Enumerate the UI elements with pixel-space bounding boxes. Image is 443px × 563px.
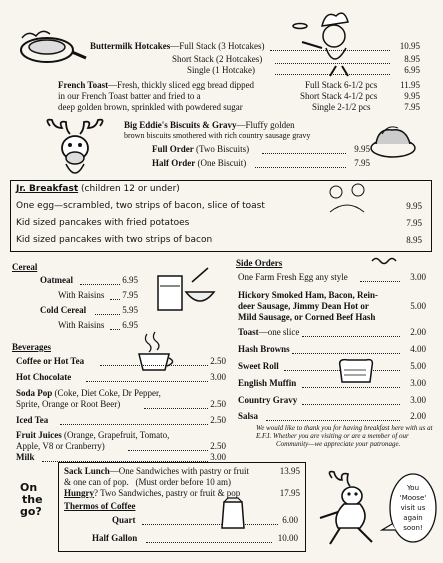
juice-line2: Apple, V8 or Cranberry): [16, 441, 105, 451]
iced-tea-label: Iced Tea: [16, 415, 49, 425]
hotcakes-single-price: 6.95: [404, 65, 420, 75]
thanks-line3: Community—we appreciate your patronage.: [276, 440, 401, 448]
hotcakes-full-label: —Full Stack (3 Hotcakes): [170, 41, 265, 51]
moose-cartoon-illustration: [40, 118, 110, 180]
oatmeal-raisins-price: 7.95: [122, 290, 138, 300]
hot-chocolate-label: Hot Chocolate: [16, 372, 72, 382]
french-toast-short-label: Short Stack 4-1/2 pcs: [300, 91, 378, 101]
milk-label: Milk: [16, 452, 35, 462]
on-the-go-2: the: [22, 493, 43, 506]
biscuits-desc: brown biscuits smothered with rich country sausage gravy: [124, 131, 311, 140]
running-moose-illustration: [312, 470, 392, 550]
quart-price: 6.00: [282, 515, 298, 525]
bubble-line1: You: [406, 484, 420, 492]
french-toast-title: French Toast: [58, 80, 109, 90]
biscuits-half-price: 7.95: [354, 158, 370, 168]
hungry-line: Hungry? Two Sandwiches, pastry or fruit & pop: [64, 488, 241, 498]
juice-price: 2.50: [210, 441, 226, 451]
biscuits-full-price: 9.95: [354, 144, 370, 154]
cold-raisins-label: With Raisins: [58, 320, 105, 330]
jr-breakfast-header: [16, 184, 180, 194]
jr-item-1-label: One egg—scrambled, two strips of bacon, slice of toast: [16, 201, 265, 211]
kids-doodle-illustration: [322, 182, 372, 216]
oatmeal-price: 6.95: [122, 275, 138, 285]
hash-browns-price: 4.00: [410, 344, 426, 354]
meats-line1: Hickory Smoked Ham, Bacon, Rein-: [238, 290, 379, 300]
soda-price: 2.50: [210, 399, 226, 409]
cold-cereal-price: 5.95: [122, 305, 138, 315]
sack-line2: & one can of pop. (Must order before 10 am): [64, 477, 231, 487]
juice-line1: Fruit Juices (Orange, Grapefruit, Tomato,: [16, 430, 170, 440]
skillet-pancakes-illustration: [14, 28, 84, 68]
hotcakes-short-price: 8.95: [404, 54, 420, 64]
hotcakes-full-price: 10.95: [399, 41, 420, 51]
biscuits-header: Big Eddie's Biscuits & Gravy—Fluffy golden: [124, 120, 295, 130]
meats-line2: deer Sausage, Jimmy Dean Hot or: [238, 301, 369, 311]
oatmeal-raisins-label: With Raisins: [58, 290, 105, 300]
bubble-line2: 'Moose': [399, 494, 427, 502]
side-orders-title: Side Orders: [236, 258, 283, 268]
cold-cereal-label: Cold Cereal: [40, 305, 87, 315]
oatmeal-label: Oatmeal: [40, 275, 73, 285]
on-the-go-1: On: [20, 481, 38, 494]
meats-price: 5.00: [410, 301, 426, 311]
lunch-bag-illustration: [218, 496, 248, 530]
coffee-mug-illustration: [135, 330, 175, 374]
bubble-line3: visit us: [400, 504, 426, 512]
thanks-line2: E.F.I. Whether you are visiting or are a member of our: [256, 432, 409, 440]
bubble-line4: again: [403, 514, 423, 522]
jr-item-3-price: 8.95: [406, 235, 422, 245]
meats-line3: Mild Sausage, or Corned Beef Hash: [238, 312, 376, 322]
english-muffin-price: 3.00: [410, 378, 426, 388]
hot-chocolate-price: 3.00: [210, 372, 226, 382]
quart-label: Quart: [112, 515, 136, 525]
squiggle-doodle: [372, 256, 402, 266]
french-toast-full-label: Full Stack 6-1/2 pcs: [305, 80, 378, 90]
milk-price: 3.00: [210, 452, 226, 462]
on-the-go-3: go?: [20, 505, 42, 518]
jr-item-2-label: Kid sized pancakes with fried potatoes: [16, 218, 190, 228]
toast-price: 2.00: [410, 327, 426, 337]
jr-item-3-label: Kid sized pancakes with two strips of bacon: [16, 235, 213, 245]
sack-line1: Sack Lunch—One Sandwiches with pastry or fruit: [64, 466, 250, 476]
cereal-box-bowl-illustration: [148, 262, 218, 332]
thermos-title: Thermos of Coffee: [64, 501, 136, 511]
jr-item-1-price: 9.95: [406, 201, 422, 211]
half-gallon-price: 10.00: [277, 533, 298, 543]
biscuits-full-row: Full Order (Two Biscuits): [152, 144, 250, 154]
half-gallon-label: Half Gallon: [92, 533, 138, 543]
hotcakes-title: Buttermilk Hotcakes: [90, 41, 171, 51]
sack-price: 13.95: [279, 466, 300, 476]
french-toast-full-price: 11.95: [400, 80, 420, 90]
soda-line2: Sprite, Orange or Root Beer): [16, 399, 121, 409]
cold-raisins-price: 6.95: [122, 320, 138, 330]
french-toast-desc3: deep golden brown, sprinkled with powdered sugar: [58, 102, 243, 112]
french-toast-single-price: 7.95: [404, 102, 420, 112]
cereal-title: Cereal: [12, 262, 38, 272]
bubble-line5: soon!: [403, 524, 423, 532]
soda-line1: Soda Pop (Coke, Diet Coke, Dr Pepper,: [16, 388, 161, 398]
egg-label: One Farm Fresh Egg any style: [238, 272, 348, 282]
english-muffin-label: English Muffin: [238, 378, 297, 388]
sweet-roll-price: 5.00: [410, 361, 426, 371]
jr-item-2-price: 7.95: [406, 218, 422, 228]
salsa-price: 2.00: [410, 411, 426, 421]
beverages-title: Beverages: [12, 342, 51, 352]
hash-browns-label: Hash Browns: [238, 344, 290, 354]
french-toast-desc1: French Toast—Fresh, thickly sliced egg bread dipped: [58, 80, 255, 90]
biscuits-gravy-illustration: [368, 120, 418, 160]
biscuits-half-row: Half Order (One Biscuit): [152, 158, 247, 168]
jr-breakfast-subtitle: (children 12 or under): [81, 184, 180, 194]
toast-row: Toast—one slice: [238, 327, 300, 337]
french-toast-desc2: in our French Toast batter and fried to a: [58, 91, 201, 101]
hotcakes-single-label: Single (1 Hotcake): [187, 65, 255, 75]
hotcakes-short-label: Short Stack (2 Hotcakes): [172, 54, 263, 64]
country-gravy-label: Country Gravy: [238, 395, 298, 405]
coffee-label: Coffee or Hot Tea: [16, 356, 85, 366]
thanks-line1: We would like to thank you for having breakfast here with us at: [256, 424, 433, 432]
french-toast-single-label: Single 2-1/2 pcs: [312, 102, 371, 112]
sweet-roll-label: Sweet Roll: [238, 361, 279, 371]
french-toast-short-price: 9.95: [404, 91, 420, 101]
egg-price: 3.00: [410, 272, 426, 282]
salsa-label: Salsa: [238, 411, 259, 421]
country-gravy-price: 3.00: [410, 395, 426, 405]
coffee-price: 2.50: [210, 356, 226, 366]
toast-illustration: [336, 356, 376, 386]
biscuits-title: Big Eddie's Biscuits & Gravy: [124, 120, 237, 130]
jr-breakfast-title: Jr. Breakfast: [16, 184, 79, 194]
iced-tea-price: 2.50: [210, 415, 226, 425]
hungry-price: 17.95: [279, 488, 300, 498]
